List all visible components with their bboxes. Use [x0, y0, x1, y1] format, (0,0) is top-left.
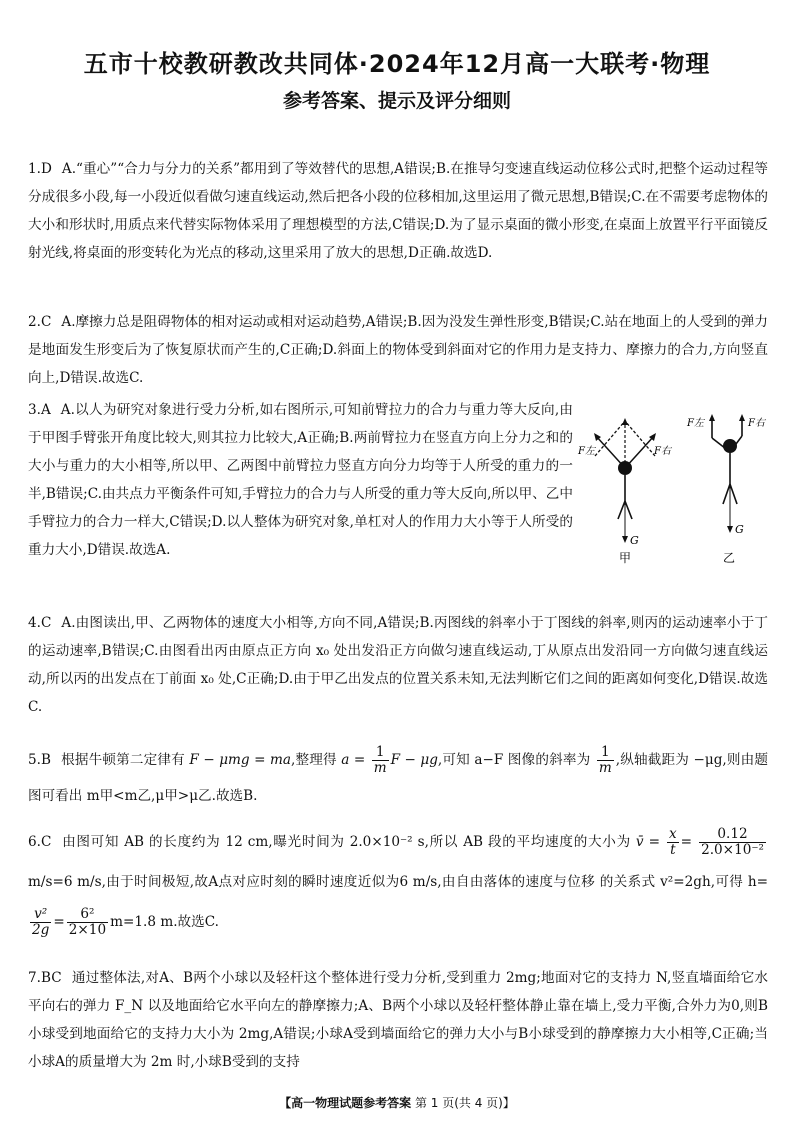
page-title: 五市十校教研教改共同体·2024年12月高一大联考·物理	[83, 50, 711, 78]
answer-head: 6.C	[28, 834, 52, 850]
footer-page-number: 第 1 页(共 4 页)】	[414, 1096, 515, 1110]
answer-6	[28, 822, 768, 942]
answer-head: 2.C	[28, 314, 52, 330]
answer-4	[28, 609, 768, 721]
answer-head: 4.C	[28, 615, 52, 631]
label-f-left-yi: F左	[687, 418, 704, 429]
answer-5	[28, 742, 768, 814]
equals: =	[53, 914, 65, 930]
answer-text: 根据牛顿第二定律有	[60, 752, 185, 768]
denominator: m	[373, 760, 387, 776]
answer-text: 的关系式 v²=2gh,可得 h=	[599, 874, 769, 890]
label-g-jia: G	[630, 534, 639, 547]
page-subtitle: 参考答案、提示及评分细则	[282, 90, 511, 112]
label-g-yi: G	[735, 523, 744, 536]
fraction	[597, 745, 614, 776]
equals: =	[680, 834, 693, 850]
denominator: t	[670, 842, 676, 858]
answer-body: A.由图读出,甲、乙两物体的速度大小相等,方向不同,A错误;B.丙图线的斜率小于丁图线的斜率,则丙的运动速率小于丁的运动速率,B错误;C.由图看出丙由原点正方向 x₀ 处出发沿正方向做匀速直线运动,丁从原点出发沿同一方向做匀速直线运动,所以丙的出发点在丁前面 x₀ 处,C正确;D.由于甲乙出发点的位置关系未知,无法判断它们之间的距离如何变化,D错误.故选C.	[28, 615, 768, 715]
answer-text: m/s=6 m/s,由于时间极短,故A点对应时刻的瞬时速度近似为6 m/s,由自由落体的速度与位移	[28, 874, 596, 890]
denominator: 2.0×10⁻²	[701, 842, 764, 858]
answer-body: 通过整体法,对A、B两个小球以及轻杆这个整体进行受力分析,受到重力 2mg;地面对它的支持力 N,竖直墙面给它水平向右的弹力 F_N 以及地面给它水平向左的静摩擦力;A、B两个小球以及轻杆整体静止靠在墙上,受力平衡,合外力为0,则B小球受到地面给它的支持力大小为 2mg,A错误;小球A受到墙面给它的弹力大小与B小球受到的静摩擦力大小相等,C正确;当小球A的质量增大为 2m 时,小球B受到的支持	[28, 970, 768, 1070]
label-f-right-yi: F右	[748, 418, 765, 429]
figure-yi	[709, 414, 745, 533]
answer-7	[28, 964, 768, 1076]
force-diagram-svg	[570, 406, 775, 566]
fraction	[67, 907, 108, 938]
answer-head: 3.A	[28, 402, 51, 418]
numerator: 1	[597, 745, 614, 761]
answer-head: 1.D	[28, 161, 52, 177]
answer-text: m=1.8 m.故选C.	[110, 914, 219, 930]
numerator: 0.12	[699, 827, 766, 843]
label-f-right-jia: F右	[654, 446, 671, 457]
answer-head: 7.BC	[28, 970, 62, 986]
numerator: x	[668, 826, 677, 842]
denominator: m	[598, 760, 612, 776]
answer-text: 由图可知 AB 的长度约为 12 cm,曝光时间为 2.0×10⁻² s,所以 AB 段的平均速度的大小为	[61, 834, 631, 850]
numerator: 1	[372, 745, 389, 761]
label-jia: 甲	[619, 551, 632, 565]
answer-text: ,整理得	[291, 752, 337, 768]
answer-body: A.摩擦力总是阻碍物体的相对运动或相对运动趋势,A错误;B.因为没发生弹性形变,B错误;C.站在地面上的人受到的弹力是地面发生形变后为了恢复原状而产生的,C正确;D.斜面上的物体受到斜面对它的作用力是支持力、摩擦力的合力,方向竖直向上,D错误.故选C.	[28, 314, 768, 386]
equation: v̄ =	[635, 834, 660, 850]
answer-text: −μg,则由题图可看出 m甲<m乙,μ甲>μ乙.故选B.	[28, 752, 768, 804]
footer-doc-title: 【高一物理试题参考答案	[279, 1096, 412, 1110]
equation: F − μmg = ma	[189, 752, 291, 768]
answer-body: A.“重心”“合力与分力的关系”都用到了等效替代的思想,A错误;B.在推导匀变速直线运动位移公式时,把整个运动过程等分成很多小段,每一小段近似看做匀速直线运动,然后把各小段的位移相加,这里运用了微元思想,B错误;C.在不需要考虑物体的大小和形状时,用质点来代替实际物体采用了理想模型的方法,C错误;D.为了显示桌面的微小形变,在桌面上放置平行平面镜反射光线,将桌面的形变转化为光点的移动,这里采用了放大的思想,D正确.故选D.	[28, 161, 768, 261]
fraction	[699, 827, 766, 858]
answer-3	[28, 396, 573, 564]
answer-2	[28, 308, 768, 392]
equation: a =	[341, 752, 366, 768]
figure-jia	[594, 418, 656, 543]
denominator: 2×10	[68, 922, 107, 938]
fraction	[30, 907, 51, 938]
numerator: v²	[30, 907, 51, 923]
force-diagram	[570, 406, 775, 566]
answer-text: ,纵轴截距为	[615, 752, 689, 768]
denominator: 2g	[32, 922, 50, 938]
numerator: 6²	[67, 907, 108, 923]
fraction	[372, 745, 389, 776]
answer-1	[28, 155, 768, 267]
answer-text: ,可知 a−F 图像的斜率为	[437, 752, 591, 768]
fraction	[667, 827, 679, 858]
label-f-left-jia: F左	[578, 446, 595, 457]
page-footer	[0, 1094, 794, 1111]
answer-head: 5.B	[28, 752, 51, 768]
equation: F − μg	[390, 752, 438, 768]
label-yi: 乙	[723, 551, 736, 565]
answer-body: A.以人为研究对象进行受力分析,如右图所示,可知前臂拉力的合力与重力等大反向,由于甲图手臂张开角度比较大,则其拉力比较大,A正确;B.两前臂拉力在竖直方向上分力之和的大小与重力的大小相等,所以甲、乙两图中前臂拉力竖直方向分力均等于人所受的重力的一半,B错误;C.由共点力平衡条件可知,手臂拉力的合力与人所受的重力等大反向,所以甲、乙中手臂拉力的合力一样大,C错误;D.以人整体为研究对象,单杠对人的作用力大小等于人所受的重力大小,D错误.故选A.	[28, 402, 573, 558]
